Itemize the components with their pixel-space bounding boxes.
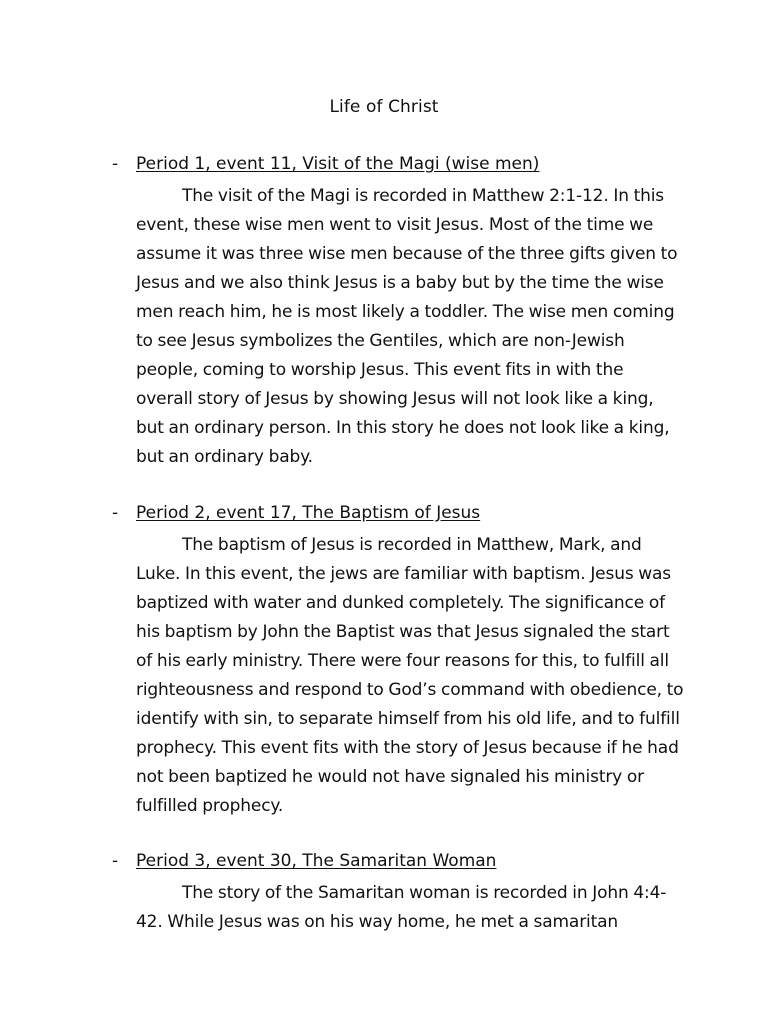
section-body: The story of the Samaritan woman is recorded in John 4:4-42. While Jesus was on his way home, he met a samaritan <box>136 883 667 932</box>
section-heading: Period 3, event 30, The Samaritan Woman <box>136 851 497 871</box>
section-bullet: - <box>112 154 119 174</box>
section-heading: Period 2, event 17, The Baptism of Jesus <box>136 503 481 523</box>
section-bullet: - <box>112 503 119 523</box>
document-title: Life of Christ <box>329 97 439 117</box>
section-bullet: - <box>112 851 119 871</box>
section-body: The baptism of Jesus is recorded in Matthew, Mark, and Luke. In this event, the jews are familiar with baptism. Jesus was baptized with water and dunked completely. The significance of his baptism by John the Baptist was that Jesus signaled the start of his early ministry. There were four reasons for this, to fulfill all righteousness and respond to God’s command with obedience, to identify with sin, to separate himself from his old life, and to fulfill prophecy. This event fits with the story of Jesus because if he had not been baptized he would not have signaled his ministry or fulfilled prophecy. <box>136 535 684 816</box>
section-heading: Period 1, event 11, Visit of the Magi (wise men) <box>136 154 540 174</box>
section-body: The visit of the Magi is recorded in Matthew 2:1-12. In this event, these wise men went to visit Jesus. Most of the time we assume it was three wise men because of the three gifts given to Jesus and we also think Jesus is a baby but by the time the wise men reach him, he is most likely a toddler. The wise men coming to see Jesus symbolizes the Gentiles, which are non-Jewish people, coming to worship Jesus. This event fits in with the overall story of Jesus by showing Jesus will not look like a king, but an ordinary person. In this story he does not look like a king, but an ordinary baby. <box>136 186 678 467</box>
